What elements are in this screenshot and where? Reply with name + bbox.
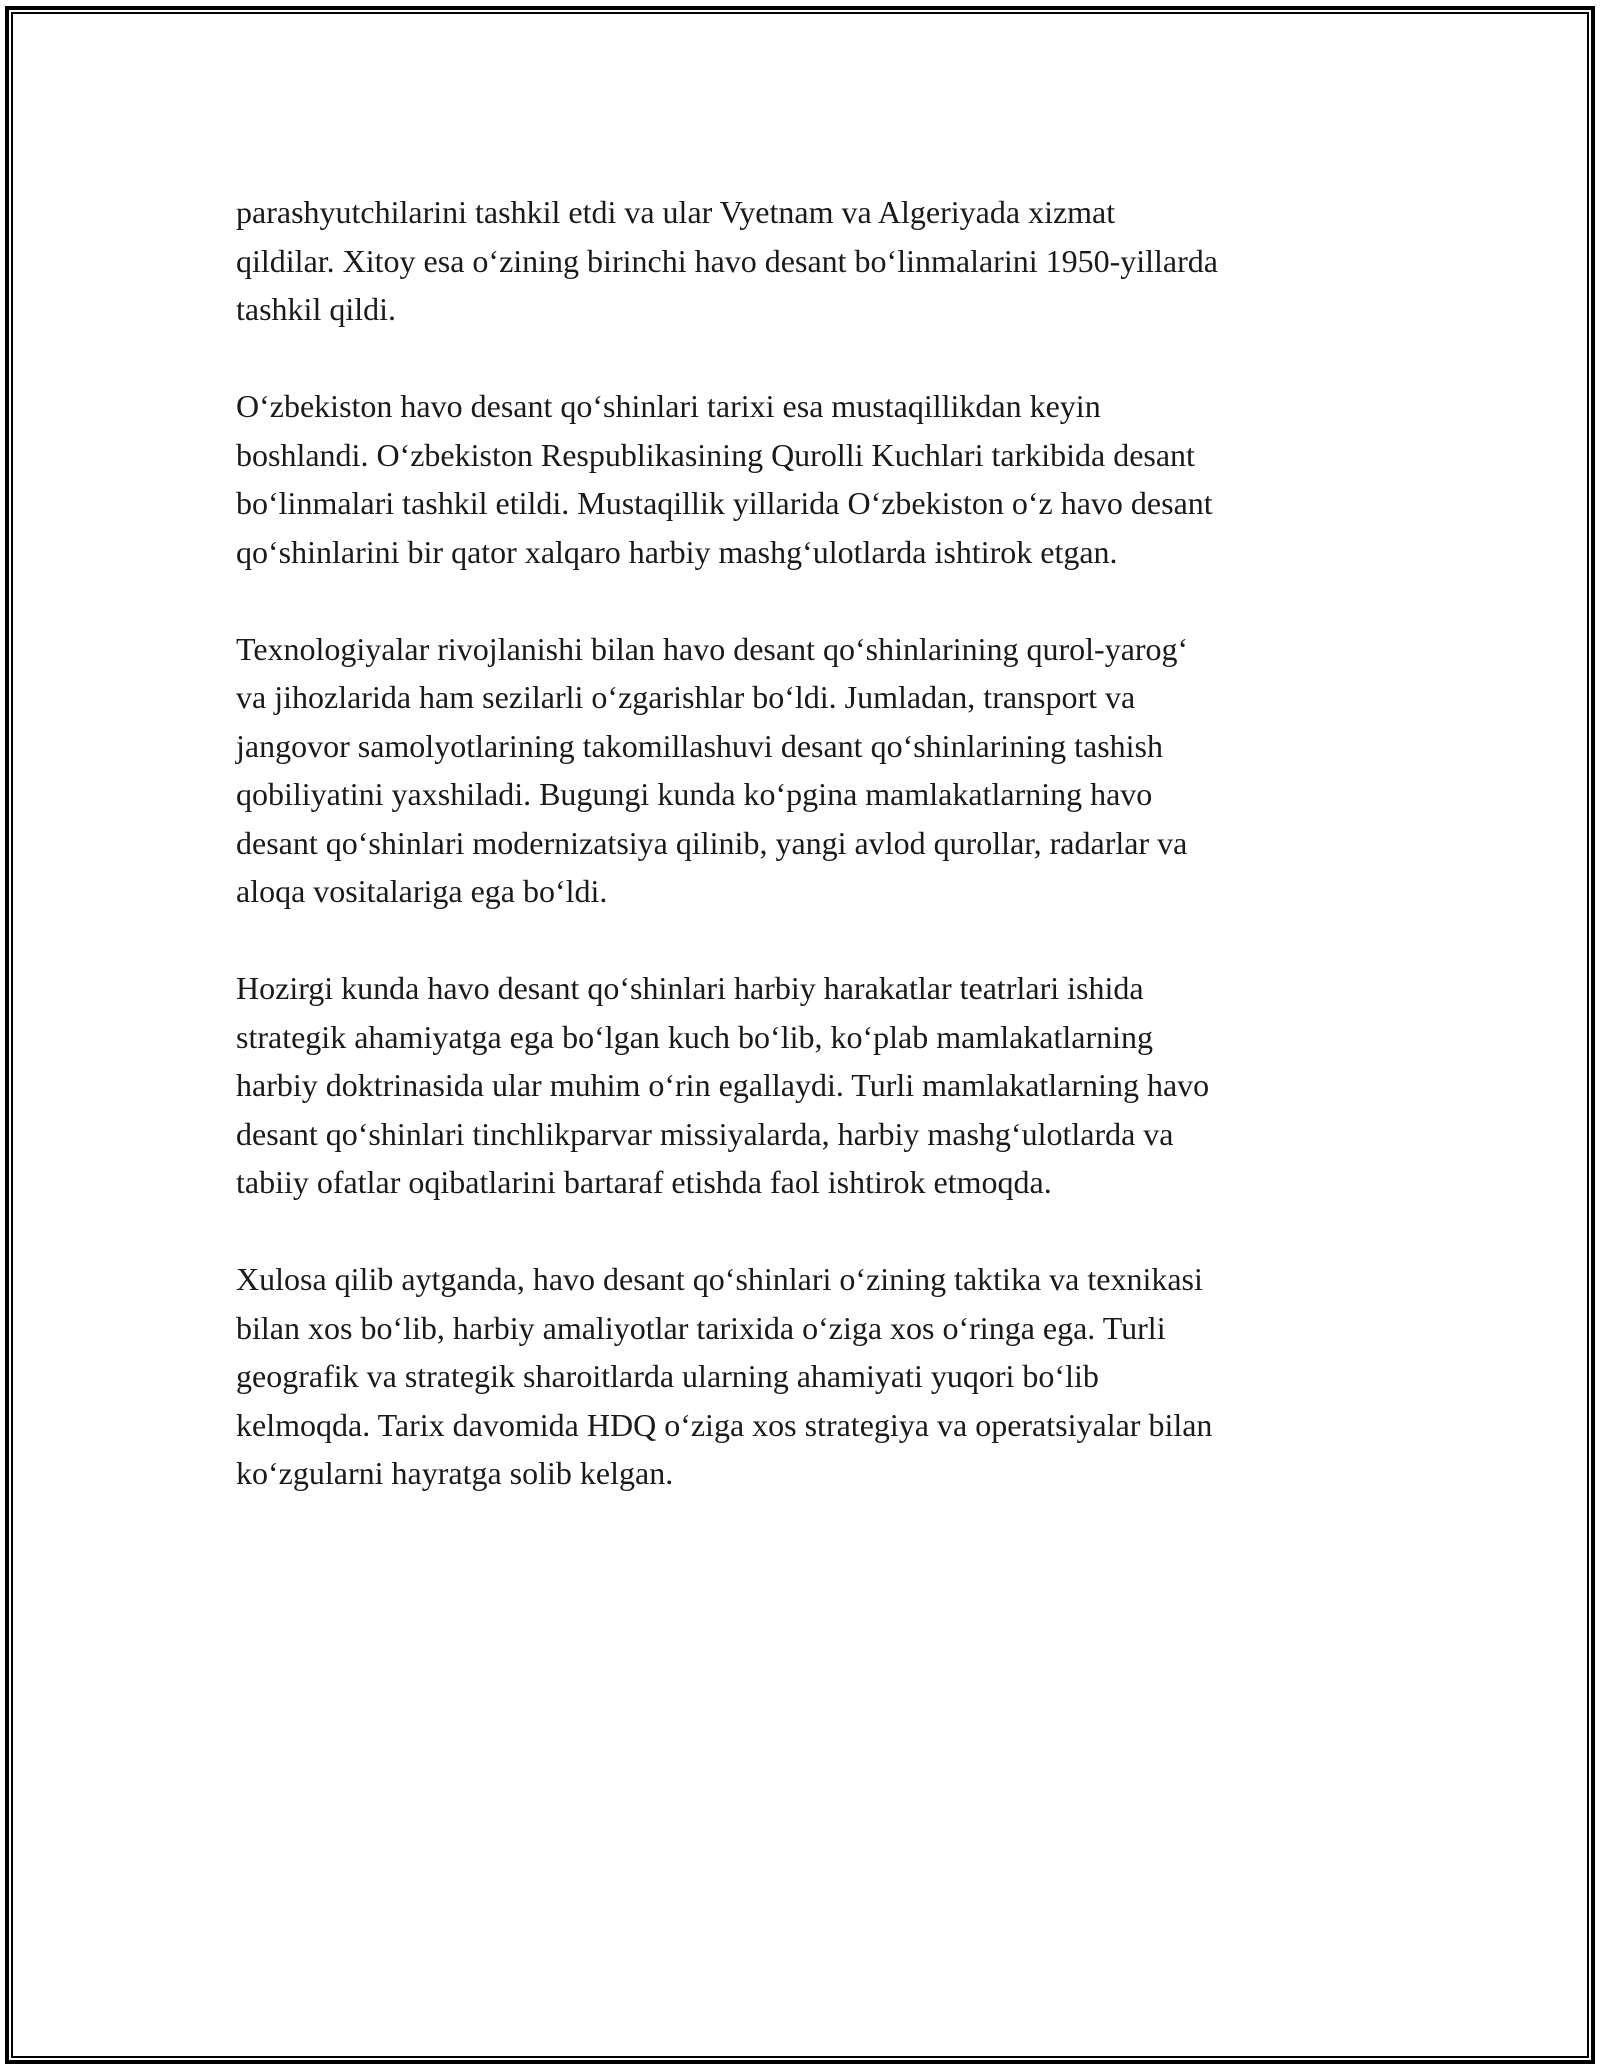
document-body xyxy=(236,188,1376,1546)
text-line: O‘zbekiston havo desant qo‘shinlari tarixi esa mustaqillikdan keyin xyxy=(236,388,1101,424)
text-line: strategik ahamiyatga ega bo‘lgan kuch bo‘lib, ko‘plab mamlakatlarning xyxy=(236,1018,1154,1055)
text-line: bilan xos bo‘lib, harbiy amaliyotlar tarixida o‘ziga xos o‘ringa ega. Turli xyxy=(236,1309,1166,1346)
text-line: ko‘zgularni hayratga solib kelgan. xyxy=(236,1455,674,1491)
paragraph-3 xyxy=(236,625,1376,916)
text-line: tashkil qildi. xyxy=(236,291,396,327)
text-line: Hozirgi kunda havo desant qo‘shinlari harbiy harakatlar teatrlari ishida xyxy=(236,970,1144,1006)
text-line: desant qo‘shinlari modernizatsiya qilinib, yangi avlod qurollar, radarlar va xyxy=(236,824,1188,861)
text-line: desant qo‘shinlari tinchlikparvar missiyalarda, harbiy mashg‘ulotlarda va xyxy=(236,1115,1174,1152)
text-line: qildilar. Xitoy esa o‘zining birinchi havo desant bo‘linmalarini 1950-yillarda xyxy=(236,242,1218,279)
text-line: qobiliyatini yaxshiladi. Bugungi kunda ko‘pgina mamlakatlarning havo xyxy=(236,776,1153,812)
text-line: va jihozlarida ham sezilarli o‘zgarishlar bo‘ldi. Jumladan, transport va xyxy=(236,679,1136,715)
text-line: kelmoqda. Tarix davomida HDQ o‘ziga xos strategiya va operatsiyalar bilan xyxy=(236,1406,1213,1443)
text-line: aloqa vositalariga ega bo‘ldi. xyxy=(236,873,608,909)
paragraph-4 xyxy=(236,964,1376,1207)
text-line: boshlandi. O‘zbekiston Respublikasining Qurolli Kuchlari tarkibida desant xyxy=(236,436,1195,473)
text-line: Texnologiyalar rivojlanishi bilan havo desant qo‘shinlarining qurol-yarog‘ xyxy=(236,630,1189,667)
text-line: tabiiy ofatlar oqibatlarini bartaraf etishda faol ishtirok etmoqda. xyxy=(236,1164,1052,1200)
text-line: bo‘linmalari tashkil etildi. Mustaqillik yillarida O‘zbekiston o‘z havo desant xyxy=(236,485,1213,521)
text-line: jangovor samolyotlarining takomillashuvi desant qo‘shinlarining tashish xyxy=(236,727,1163,764)
paragraph-5 xyxy=(236,1255,1376,1498)
text-line: geografik va strategik sharoitlarda ularning ahamiyati yuqori bo‘lib xyxy=(236,1358,1099,1394)
paragraph-2 xyxy=(236,382,1376,576)
text-line: parashyutchilarini tashkil etdi va ular Vyetnam va Algeriyada xizmat xyxy=(236,194,1116,230)
text-line: qo‘shinlarini bir qator xalqaro harbiy mashg‘ulotlarda ishtirok etgan. xyxy=(236,533,1118,570)
text-line: Xulosa qilib aytganda, havo desant qo‘shinlari o‘zining taktika va texnikasi xyxy=(236,1261,1203,1297)
paragraph-1 xyxy=(236,188,1376,334)
text-line: harbiy doktrinasida ular muhim o‘rin egallaydi. Turli mamlakatlarning havo xyxy=(236,1067,1210,1103)
